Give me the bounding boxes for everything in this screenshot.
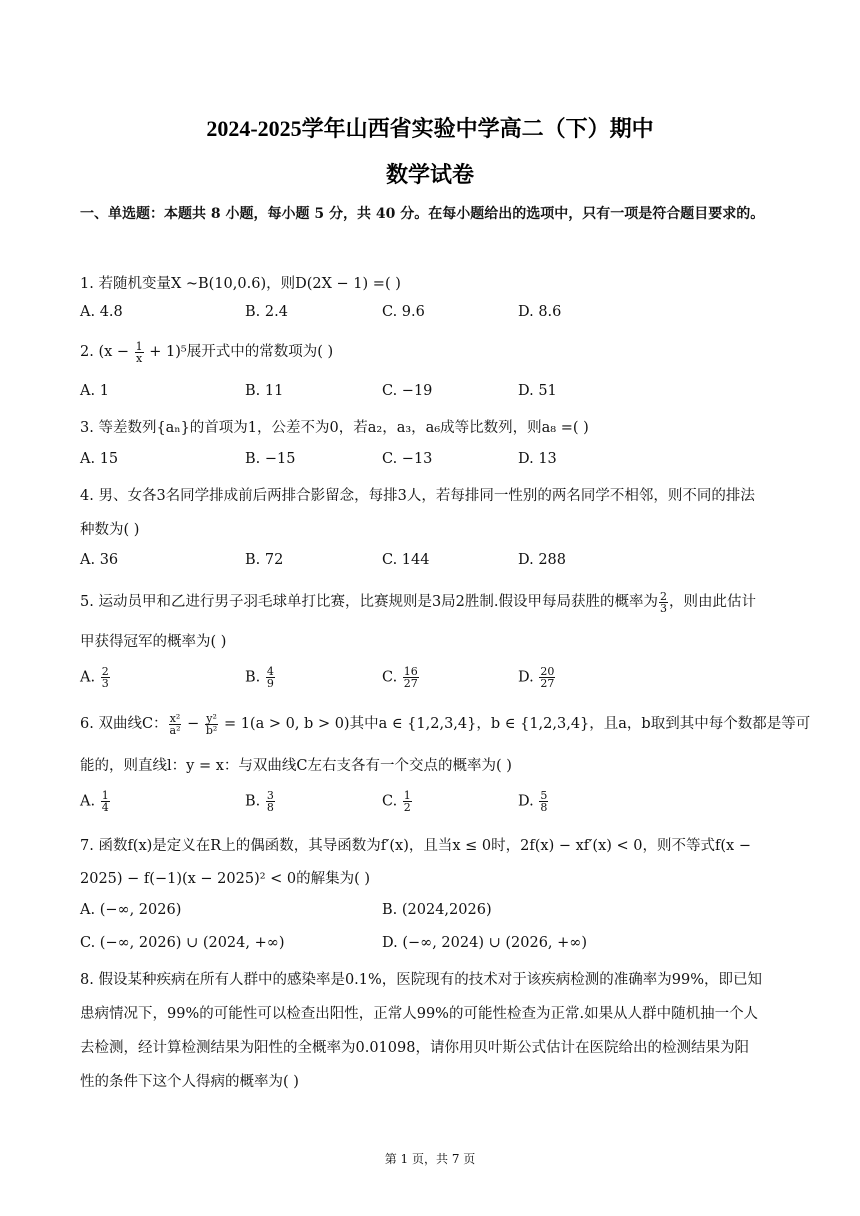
question-8-stem-line2: 患病情况下，99%的可能性可以检查出阳性，正常人99%的可能性检查为正常.如果从人群中随机抽一个人	[80, 1006, 759, 1022]
question-4-stem-line1: 4. 男、女各3名同学排成前后两排合影留念，每排3人，若每排同一性别的两名同学不相邻，则不同的排法	[80, 488, 755, 504]
q6-d-fraction	[539, 790, 548, 813]
q5-a-num: 2	[101, 665, 109, 678]
q5-option-b	[245, 666, 276, 689]
q7-option-a: A. (−∞, 2026)	[80, 902, 182, 918]
question-1-stem: 1. 若随机变量X ~B(10,0.6)，则D(2X − 1) =( )	[80, 276, 401, 292]
q3-option-b: B. −15	[245, 451, 296, 467]
exam-title: 2024-2025学年山西省实验中学高二（下）期中	[206, 116, 654, 141]
q1-option-b: B. 2.4	[245, 304, 288, 320]
q6-frac-x-den: a²	[169, 723, 181, 737]
q6-option-c	[382, 790, 413, 813]
q2-option-d: D. 51	[518, 383, 557, 399]
question-4-stem-line2: 种数为( )	[80, 522, 140, 538]
q6-a-num: 1	[101, 789, 109, 802]
q6-c-den: 2	[403, 801, 411, 814]
q4-option-c: C. 144	[382, 552, 430, 568]
q5-c-label: C.	[382, 669, 398, 686]
q6-a-fraction	[101, 790, 110, 813]
q6-c-num: 1	[403, 789, 411, 802]
q6-frac-x-num: x²	[169, 711, 181, 725]
question-5-stem-line2: 甲获得冠军的概率为( )	[80, 634, 227, 650]
question-8-stem-line1: 8. 假设某种疾病在所有人群中的感染率是0.1%，医院现有的技术对于该疾病检测的准确率为99%，即已知	[80, 972, 763, 988]
q6-b-num: 3	[266, 789, 274, 802]
q5-b-fraction	[266, 666, 275, 689]
q5-a-den: 3	[101, 677, 109, 690]
q7-option-b: B. (2024,2026)	[382, 902, 492, 918]
q7-option-d: D. (−∞, 2024) ∪ (2026, +∞)	[382, 935, 588, 951]
q2-stem-part1: 2. (x −	[80, 344, 134, 360]
question-6-stem-line2: 能的，则直线l：y = x：与双曲线C左右支各有一个交点的概率为( )	[80, 758, 512, 774]
q6-option-b	[245, 790, 276, 813]
q5-c-fraction	[403, 666, 419, 689]
page-footer: 第 1 页，共 7 页	[384, 1152, 476, 1166]
q5-d-den: 27	[540, 677, 555, 690]
q6-frac-x	[169, 713, 182, 736]
question-7-stem-line2: 2025) − f(−1)(x − 2025)² < 0的解集为( )	[80, 871, 371, 887]
q1-option-c: C. 9.6	[382, 304, 425, 320]
question-8-stem-line4: 性的条件下这个人得病的概率为( )	[80, 1074, 299, 1090]
section-instructions: 一、单选题：本题共 8 小题，每小题 5 分，共 40 分。在每小题给出的选项中，只有一项是符合题目要求的。	[80, 206, 765, 222]
q7-option-c: C. (−∞, 2026) ∪ (2024, +∞)	[80, 935, 285, 951]
q6-c-label: C.	[382, 793, 398, 810]
q6-option-d	[518, 790, 549, 813]
q5-a-label: A.	[80, 669, 96, 686]
q6-b-den: 8	[266, 801, 274, 814]
q6-b-fraction	[266, 790, 275, 813]
q6-stem-part2: = 1(a > 0, b > 0)其中a ∈ {1,2,3,4}，b ∈ {1,2,3,4}，且a，b取到其中每个数都是等可	[219, 716, 811, 732]
q5-b-label: B.	[245, 669, 261, 686]
q2-frac-num: 1	[135, 339, 143, 353]
question-2-stem	[80, 340, 333, 364]
q6-stem-part1: 6. 双曲线C：	[80, 716, 168, 732]
question-8-stem-line3: 去检测，经计算检测结果为阳性的全概率为0.01098，请你用贝叶斯公式估计在医院给出的检测结果为阳	[80, 1040, 749, 1056]
q5-c-num: 16	[403, 665, 418, 678]
q6-b-label: B.	[245, 793, 261, 810]
q6-frac-y-num: y²	[206, 711, 217, 725]
q6-frac-y	[205, 713, 218, 736]
q6-d-num: 5	[540, 789, 548, 802]
q5-option-c	[382, 666, 420, 689]
q5-frac-num: 2	[660, 589, 667, 603]
q4-option-a: A. 36	[80, 552, 119, 568]
q4-option-d: D. 288	[518, 552, 567, 568]
question-3-stem: 3. 等差数列{aₙ}的首项为1，公差不为0，若a₂，a₃，a₆成等比数列，则a₈ =( )	[80, 420, 589, 436]
q5-frac-den: 3	[660, 601, 667, 615]
q5-c-den: 27	[403, 677, 418, 690]
q2-option-a: A. 1	[80, 383, 109, 399]
exam-subtitle: 数学试卷	[385, 162, 474, 187]
q5-d-fraction	[539, 666, 555, 689]
q5-a-fraction	[101, 666, 110, 689]
q5-stem-fraction	[659, 591, 668, 614]
q6-frac-y-den: b²	[205, 723, 218, 737]
q5-b-num: 4	[266, 665, 274, 678]
q5-b-den: 9	[266, 677, 274, 690]
q6-d-label: D.	[518, 793, 534, 810]
q6-a-den: 4	[101, 801, 109, 814]
q1-option-a: A. 4.8	[80, 304, 123, 320]
q2-frac-den: x	[136, 351, 143, 365]
q2-fraction	[135, 341, 144, 364]
q2-option-c: C. −19	[382, 383, 433, 399]
question-7-stem-line1: 7. 函数f(x)是定义在R上的偶函数，其导函数为f′(x)，且当x ≤ 0时，2f(x) − xf′(x) < 0，则不等式f(x −	[80, 838, 751, 854]
q3-option-d: D. 13	[518, 451, 557, 467]
q6-option-a	[80, 790, 111, 813]
question-6-stem-line1	[80, 712, 810, 736]
question-5-stem-line1	[80, 590, 756, 614]
q6-a-label: A.	[80, 793, 96, 810]
q5-d-label: D.	[518, 669, 534, 686]
q5-stem-part2: ，则由此估计	[669, 594, 756, 610]
q5-option-d	[518, 666, 556, 689]
q4-option-b: B. 72	[245, 552, 284, 568]
q2-option-b: B. 11	[245, 383, 284, 399]
q5-d-num: 20	[540, 665, 555, 678]
q3-option-c: C. −13	[382, 451, 433, 467]
q6-minus: −	[182, 716, 204, 732]
q2-stem-part2: + 1)⁵展开式中的常数项为( )	[144, 344, 334, 360]
q5-option-a	[80, 666, 111, 689]
q5-stem-part1: 5. 运动员甲和乙进行男子羽毛球单打比赛，比赛规则是3局2胜制.假设甲每局获胜的概率为	[80, 594, 658, 610]
q1-option-d: D. 8.6	[518, 304, 562, 320]
q6-d-den: 8	[540, 801, 548, 814]
q6-c-fraction	[403, 790, 412, 813]
q3-option-a: A. 15	[80, 451, 119, 467]
